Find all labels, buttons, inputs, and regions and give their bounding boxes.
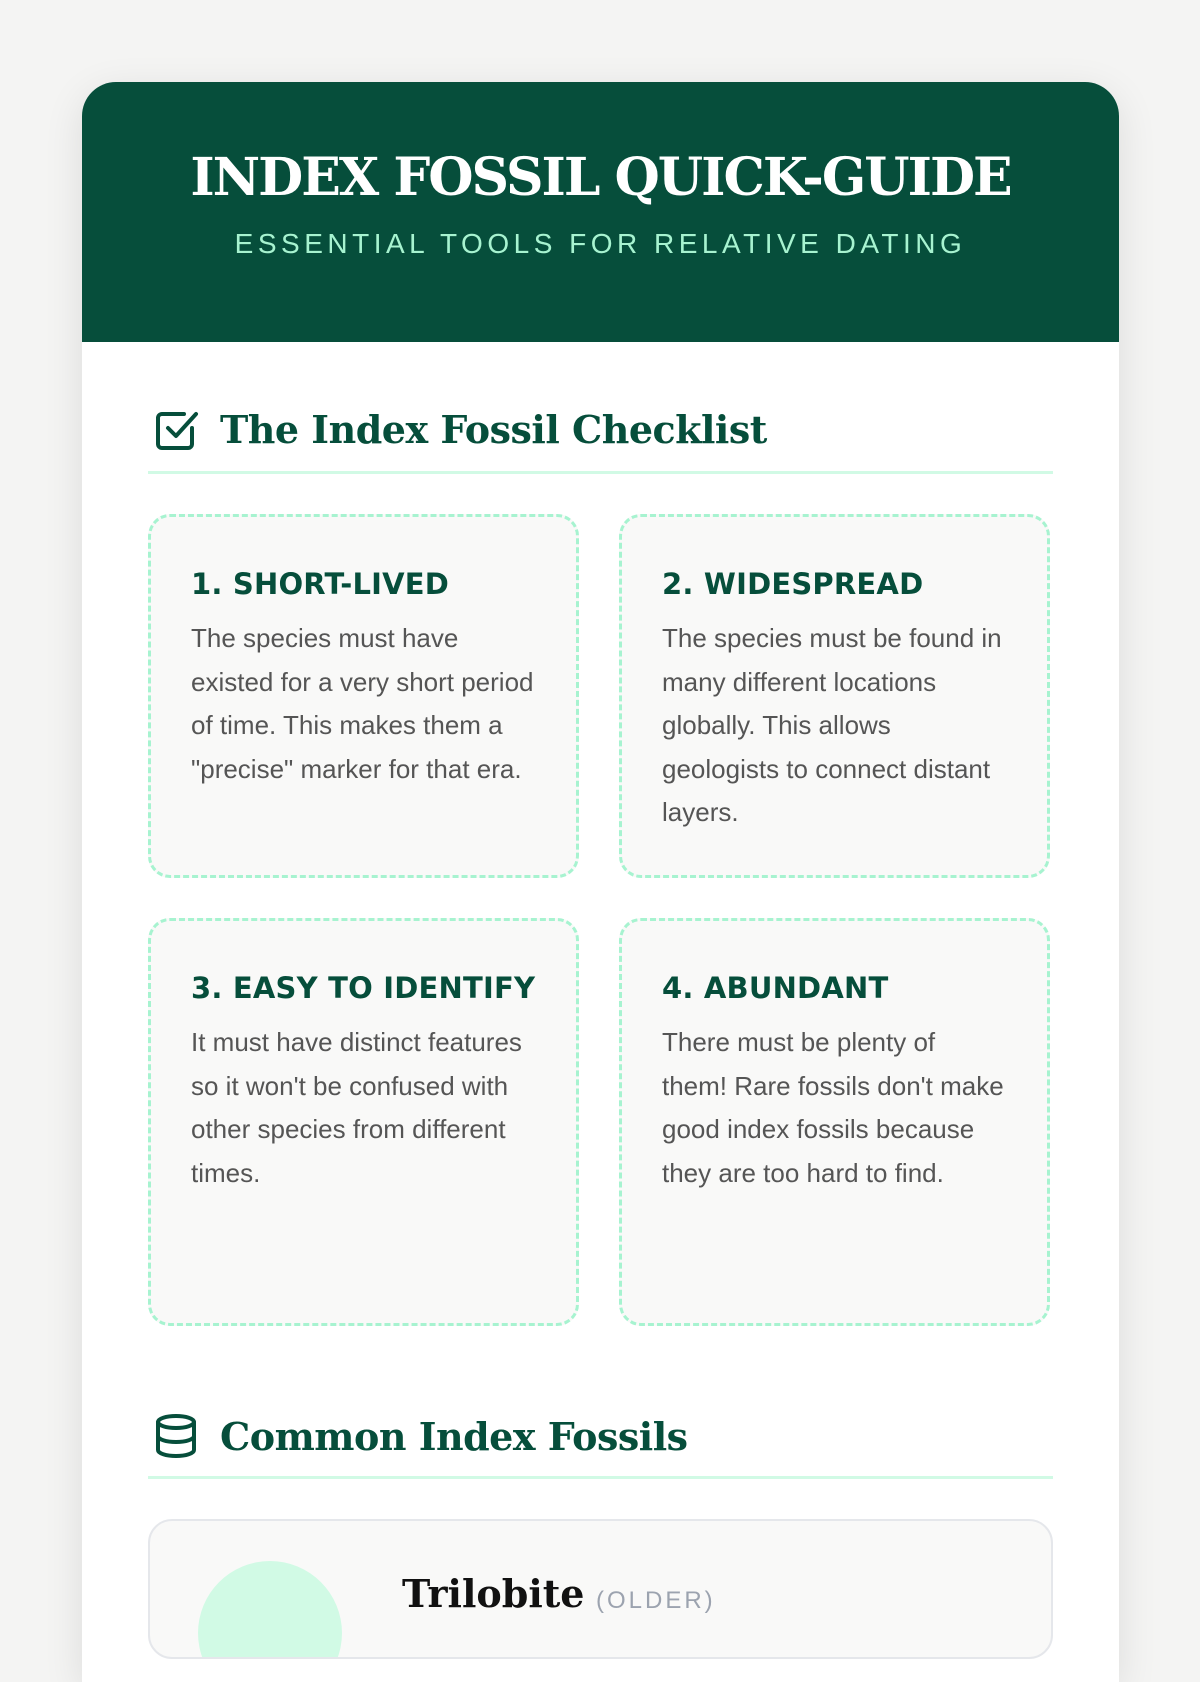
checklist-item-text: It must have distinct features so it won't be confused with other species from different times. — [191, 1027, 522, 1188]
checklist-section-header — [148, 342, 1053, 474]
fossil-image-placeholder — [198, 1561, 342, 1659]
checklist-grid — [148, 514, 1053, 1326]
checklist-item — [148, 514, 579, 878]
checklist-item — [148, 918, 579, 1326]
checklist-item-title: 3. EASY TO IDENTIFY — [191, 971, 536, 1005]
header-banner — [82, 82, 1119, 342]
content — [82, 342, 1119, 1659]
fossil-card[interactable] — [148, 1519, 1053, 1659]
checklist-item-text: The species must be found in many different locations globally. This allows geologists to connect distant layers. — [662, 623, 1002, 827]
checklist-heading: The Index Fossil Checklist — [220, 407, 767, 452]
common-fossils-heading: Common Index Fossils — [220, 1413, 688, 1459]
page-subtitle: ESSENTIAL TOOLS FOR RELATIVE DATING — [234, 228, 967, 259]
common-fossils-section-header — [148, 1326, 1053, 1479]
checklist-item-title: 1. SHORT-LIVED — [191, 567, 450, 601]
checklist-item-text: The species must have existed for a very short period of time. This makes them a "precise" marker for that era. — [191, 623, 534, 784]
checklist-item — [619, 918, 1050, 1326]
checklist-item-title: 4. ABUNDANT — [662, 971, 889, 1005]
fossil-age-tag: (OLDER) — [596, 1587, 716, 1614]
page-title: INDEX FOSSIL QUICK-GUIDE — [190, 147, 1011, 208]
fossil-name: Trilobite — [402, 1571, 585, 1616]
database-icon — [152, 1412, 200, 1460]
checklist-item-title: 2. WIDESPREAD — [662, 567, 924, 601]
checkbox-icon — [152, 406, 200, 454]
guide-card — [82, 82, 1119, 1682]
checklist-item-text: There must be plenty of them! Rare fossils don't make good index fossils because they are too hard to find. — [662, 1027, 1004, 1188]
checklist-item — [619, 514, 1050, 878]
